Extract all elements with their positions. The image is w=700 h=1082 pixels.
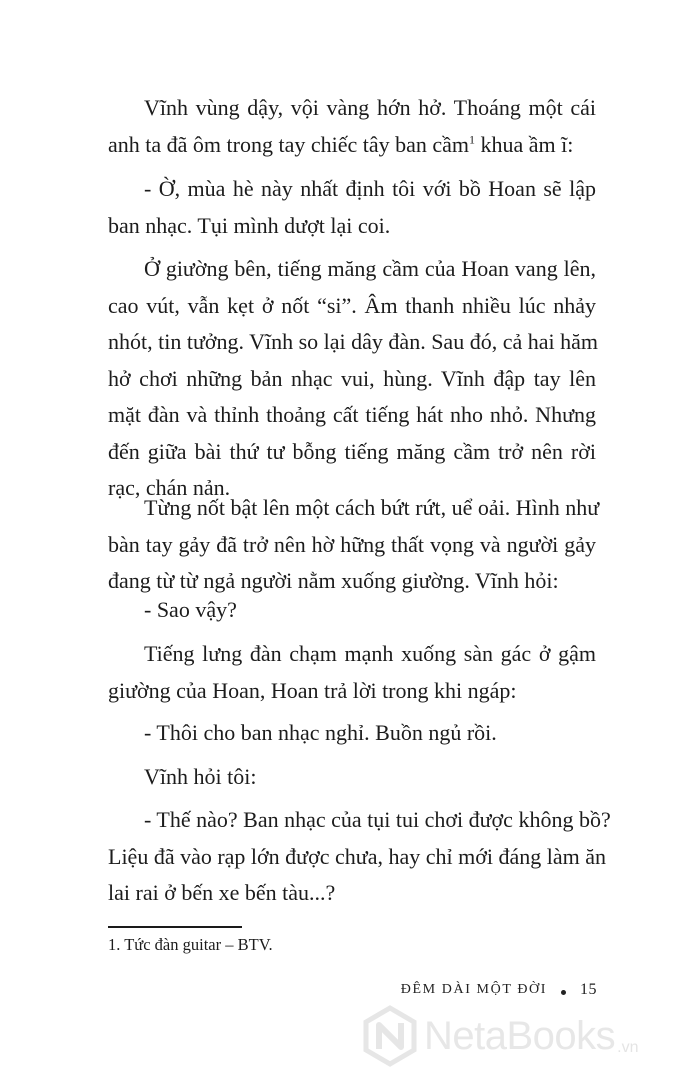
text-line: Ở giường bên, tiếng măng cầm của Hoan vang lên, [144,256,596,281]
text-line: - Ờ, mùa hè này nhất định tôi với bồ Hoan sẽ lập [144,176,596,201]
footnote: 1. Tức đàn guitar – BTV. [108,935,273,954]
paragraph-4 [108,490,600,600]
watermark-brand: NetaBooks [424,1013,616,1058]
paragraph-7 [108,715,596,752]
text-line: giường của Hoan, Hoan trả lời trong khi ngáp: [108,677,517,703]
text-line: Từng nốt bật lên một cách bứt rứt, uể oải. Hình như [144,495,600,520]
text-line: - Sao vậy? [144,597,237,622]
text-line: Tiếng lưng đàn chạm mạnh xuống sàn gác ở gậm [144,641,596,666]
text-line: Vĩnh vùng dậy, vội vàng hớn hở. Thoáng một cái [144,95,596,120]
text-line: đến giữa bài thứ tư bỗng tiếng măng cầm trở nên rời [108,438,596,464]
paragraph-3 [108,251,596,507]
page-number: 15 [580,981,597,998]
text-line [108,127,596,164]
paragraph-2 [108,171,596,244]
paragraph-8 [108,759,596,796]
text-fragment: khua ầm ĩ: [475,131,574,157]
text-line: ban nhạc. Tụi mình dượt lại coi. [108,212,391,238]
watermark-domain: .vn [617,1039,639,1056]
text-line: - Thôi cho ban nhạc nghỉ. Buồn ngủ rồi. [144,720,497,745]
text-line: mặt đàn và thỉnh thoảng cất tiếng hát nho nhỏ. Nhưng [108,402,596,427]
footnote-ref[interactable]: 1 [469,132,476,147]
paragraph-9 [108,802,611,912]
text-line: lai rai ở bến xe bến tàu...? [108,880,336,905]
text-line: Vĩnh hỏi tôi: [144,764,257,789]
text-line: rạc, chán nản. [108,475,231,500]
running-footer [401,981,597,999]
text-line: đang từ từ ngả người nằm xuống giường. Vĩnh hỏi: [108,568,559,593]
watermark [362,1005,639,1067]
text-line: bàn tay gảy đã trở nên hờ hững thất vọng và người gảy [108,531,596,557]
paragraph-1 [108,90,596,163]
bullet-separator [561,990,566,995]
book-title: ĐÊM DÀI MỘT ĐỜI [400,982,547,997]
text-line: nhót, tin tưởng. Vĩnh so lại dây đàn. Sau đó, cả hai hăm [108,329,598,354]
text-line: Liệu đã vào rạp lớn được chưa, hay chỉ mới đáng làm ăn [108,843,606,869]
netabooks-logo-icon [362,1005,418,1067]
text-line: cao vút, vẫn kẹt ở nốt “si”. Âm thanh nhiều lúc nhảy [108,292,596,318]
text-line: - Thế nào? Ban nhạc của tụi tui chơi được không bồ? [144,807,611,832]
footnote-divider [108,926,242,928]
paragraph-6 [108,636,596,709]
paragraph-5 [108,592,596,629]
text-fragment: anh ta đã ôm trong tay chiếc tây ban cầm [108,131,470,157]
text-line: hở chơi những bản nhạc vui, hùng. Vĩnh đập tay lên [108,365,596,391]
